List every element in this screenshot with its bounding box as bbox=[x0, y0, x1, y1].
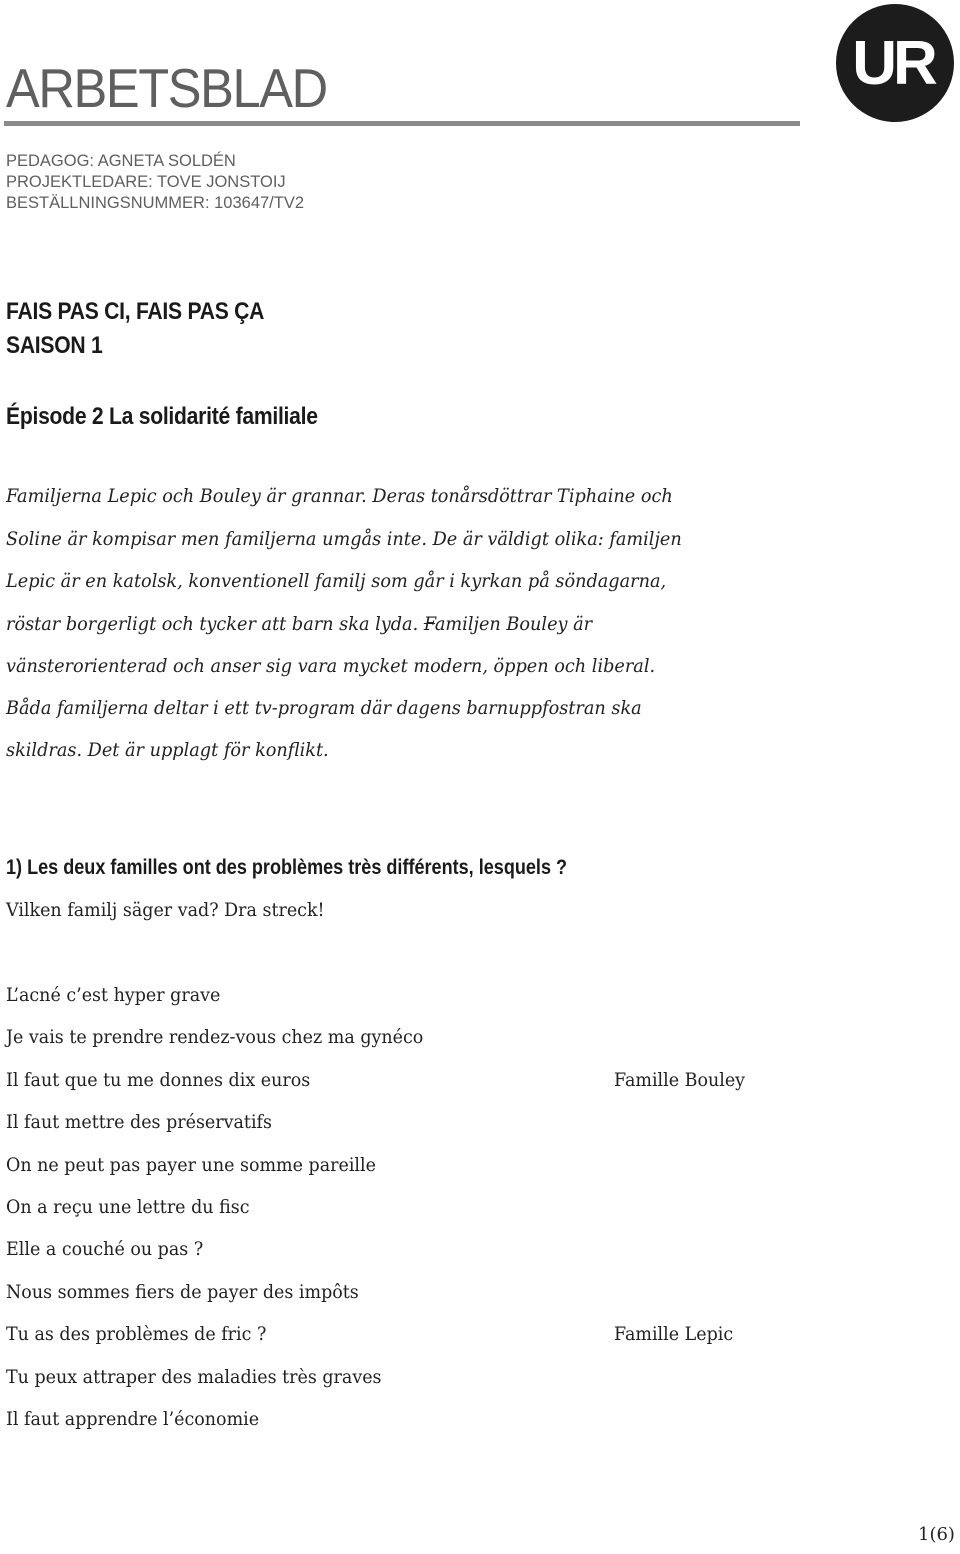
season-title: SAISON 1 bbox=[6, 332, 103, 359]
phrase-item: Il faut apprendre l’économie bbox=[6, 1408, 260, 1430]
episode-title: Épisode 2 La solidarité familiale bbox=[6, 403, 318, 430]
phrase-item: Il faut que tu me donnes dix euros bbox=[6, 1069, 311, 1091]
question-1-instruction: Vilken familj säger vad? Dra streck! bbox=[6, 899, 325, 921]
meta-bestallningsnummer: BESTÄLLNINGSNUMMER: 103647/TV2 bbox=[6, 194, 305, 212]
phrase-item: On ne peut pas payer une somme pareille bbox=[6, 1154, 376, 1176]
intro-line: Lepic är en katolsk, konventionell familj som går i kyrkan på söndagarna, bbox=[6, 570, 667, 592]
intro-line: vänsterorienterad och anser sig vara mycket modern, öppen och liberal. bbox=[6, 655, 656, 677]
phrase-item: Tu peux attraper des maladies très graves bbox=[6, 1366, 382, 1388]
intro-line: Soline är kompisar men familjerna umgås inte. De är väldigt olika: familjen bbox=[6, 528, 682, 550]
phrase-item: On a reçu une lettre du fisc bbox=[6, 1196, 250, 1218]
phrase-item: Tu as des problèmes de fric ? bbox=[6, 1323, 267, 1345]
title-divider bbox=[4, 121, 800, 126]
intro-line: Familjerna Lepic och Bouley är grannar. Deras tonårsdöttrar Tiphaine och bbox=[6, 485, 673, 507]
phrase-item: Je vais te prendre rendez-vous chez ma gynéco bbox=[6, 1026, 424, 1048]
logo-text: UR bbox=[852, 29, 934, 98]
family-bouley-label: Famille Bouley bbox=[614, 1069, 746, 1091]
ur-logo-icon bbox=[836, 4, 954, 122]
question-1-title: 1) Les deux familles ont des problèmes très différents, lesquels ? bbox=[6, 856, 568, 879]
phrase-item: Nous sommes fiers de payer des impôts bbox=[6, 1281, 359, 1303]
phrase-item: L’acné c’est hyper grave bbox=[6, 984, 221, 1006]
meta-projektledare: PROJEKTLEDARE: TOVE JONSTOIJ bbox=[6, 173, 286, 191]
intro-line-text: amiljen Bouley är bbox=[434, 613, 593, 635]
intro-line bbox=[6, 613, 592, 635]
family-lepic-label: Famille Lepic bbox=[614, 1323, 734, 1345]
phrase-item: Elle a couché ou pas ? bbox=[6, 1238, 204, 1260]
intro-line: skildras. Det är upplagt för konflikt. bbox=[6, 739, 329, 761]
struck-letter: F bbox=[423, 613, 435, 635]
meta-pedagog: PEDAGOG: AGNETA SOLDÉN bbox=[6, 152, 236, 170]
phrase-item: Il faut mettre des préservatifs bbox=[6, 1111, 272, 1133]
series-title: FAIS PAS CI, FAIS PAS ÇA bbox=[6, 298, 265, 325]
document-title: ARBETSBLAD bbox=[6, 57, 327, 119]
page-number: 1(6) bbox=[918, 1524, 955, 1545]
intro-line-text: röstar borgerligt och tycker att barn ska lyda. bbox=[6, 613, 424, 635]
intro-line: Båda familjerna deltar i ett tv-program där dagens barnuppfostran ska bbox=[6, 697, 642, 719]
